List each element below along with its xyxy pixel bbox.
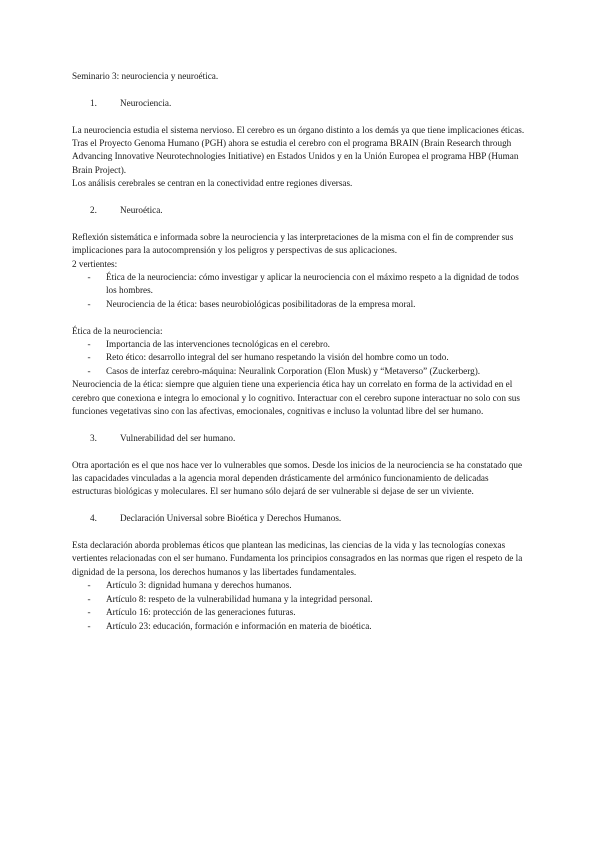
list-item xyxy=(72,351,530,364)
section-title: Neuroética. xyxy=(120,205,163,216)
etica-label: Ética de la neurociencia: xyxy=(72,325,163,336)
bullet-dash: - xyxy=(87,339,91,350)
vertientes-label: 2 vertientes: xyxy=(72,258,118,269)
list-item-text: Artículo 16: protección de las generaciones futuras. xyxy=(106,607,296,618)
bullet-dash: - xyxy=(87,298,91,309)
section-4-heading xyxy=(72,512,530,525)
bullet-dash: - xyxy=(87,607,91,618)
section-number: 1. xyxy=(90,97,97,108)
bullet-dash: - xyxy=(87,593,91,604)
list-item xyxy=(72,606,530,619)
list-item-text: Artículo 8: respeto de la vulnerabilidad humana y la integridad personal. xyxy=(106,593,373,604)
list-item xyxy=(72,593,530,606)
section-title: Declaración Universal sobre Bioética y Derechos Humanos. xyxy=(120,513,342,524)
section-number: 3. xyxy=(90,432,97,443)
section-4-paragraph: Esta declaración aborda problemas éticos que plantean las medicinas, las ciencias de la vida y las tecnologías conexas vertientes relacionadas con el ser humano. Fundamenta los principios consagrados en las normas que rigen el respeto de la dignidad de la persona, los derechos humanos y las libertades fundamentales. xyxy=(72,540,523,577)
list-item xyxy=(72,365,530,378)
section-number: 4. xyxy=(90,513,97,524)
document-body xyxy=(72,70,530,633)
list-item-text: Casos de interfaz cerebro-máquina: Neuralink Corporation (Elon Musk) y “Metaverso” (Zuckerberg). xyxy=(106,365,481,376)
list-item xyxy=(72,338,530,351)
section-2-heading xyxy=(72,204,530,217)
bullet-dash: - xyxy=(87,365,91,376)
section-1-heading xyxy=(72,97,530,110)
bullet-dash: - xyxy=(87,352,91,363)
bullet-dash: - xyxy=(87,272,91,283)
list-item-text: Artículo 23: educación, formación e información en materia de bioética. xyxy=(106,620,372,631)
bullet-dash: - xyxy=(87,580,91,591)
list-item xyxy=(72,620,530,633)
section-3-paragraph: Otra aportación es el que nos hace ver lo vulnerables que somos. Desde los inicios de la neurociencia se ha constatado que las capacidades vinculadas a la agencia moral dependen drásticamente del armónico funcionamiento de delicadas estructuras biológicas y moleculares. El ser humano sólo dejará de ser vulnerable si dejase de ser un viviente. xyxy=(72,459,523,497)
section-1-paragraph-2: Los análisis cerebrales se centran en la conectividad entre regiones diversas. xyxy=(72,178,353,189)
list-item-text: Ética de la neurociencia: cómo investigar y aplicar la neurociencia con el máximo respeto a la dignidad de todos los hombres. xyxy=(106,272,519,296)
list-item xyxy=(72,271,530,298)
list-item-text: Importancia de las intervenciones tecnológicas en el cerebro. xyxy=(106,339,330,350)
section-2-paragraph: Reflexión sistemática e informada sobre la neurociencia y las interpretaciones de la misma con el fin de comprender sus implicaciones para la autocomprensión y los peligros y perspectivas de sus aplicaciones. xyxy=(72,231,514,256)
section-3-heading xyxy=(72,432,530,445)
section-title: Vulnerabilidad del ser humano. xyxy=(120,432,236,443)
section-1-paragraph: La neurociencia estudia el sistema nervioso. El cerebro es un órgano distinto a los demás ya que tiene implicaciones éticas. Tras el Proyecto Genoma Humano (PGH) ahora se estudia el cerebro con el programa BRAIN (Brain Research through Advancing Innovative Neurotechnologies Initiative) en Estados Unidos y en la Unión Europea el programa HBP (Human Brain Project). xyxy=(72,124,525,175)
list-item-text: Neurociencia de la ética: bases neurobiológicas posibilitadoras de la empresa moral. xyxy=(106,298,416,309)
section-number: 2. xyxy=(90,205,97,216)
section-2-closing: Neurociencia de la ética: siempre que alguien tiene una experiencia ética hay un correlato en forma de la actividad en el cerebro que conexiona e integra lo emocional y lo cognitivo. Interactuar con el cerebro supone interactuar no solo con sus funciones vegetativas sino con las afectivas, emocionales, cognitivas e incluso la voluntad libre del ser humano. xyxy=(72,379,520,417)
section-title: Neurociencia. xyxy=(120,97,172,108)
document-title: Seminario 3: neurociencia y neuroética. xyxy=(72,71,219,81)
bullet-dash: - xyxy=(87,620,91,631)
list-item xyxy=(72,298,530,311)
list-item-text: Reto ético: desarrollo integral del ser humano respetando la visión del hombre como un todo. xyxy=(106,352,449,363)
list-item-text: Artículo 3: dignidad humana y derechos humanos. xyxy=(106,580,292,591)
list-item xyxy=(72,579,530,592)
